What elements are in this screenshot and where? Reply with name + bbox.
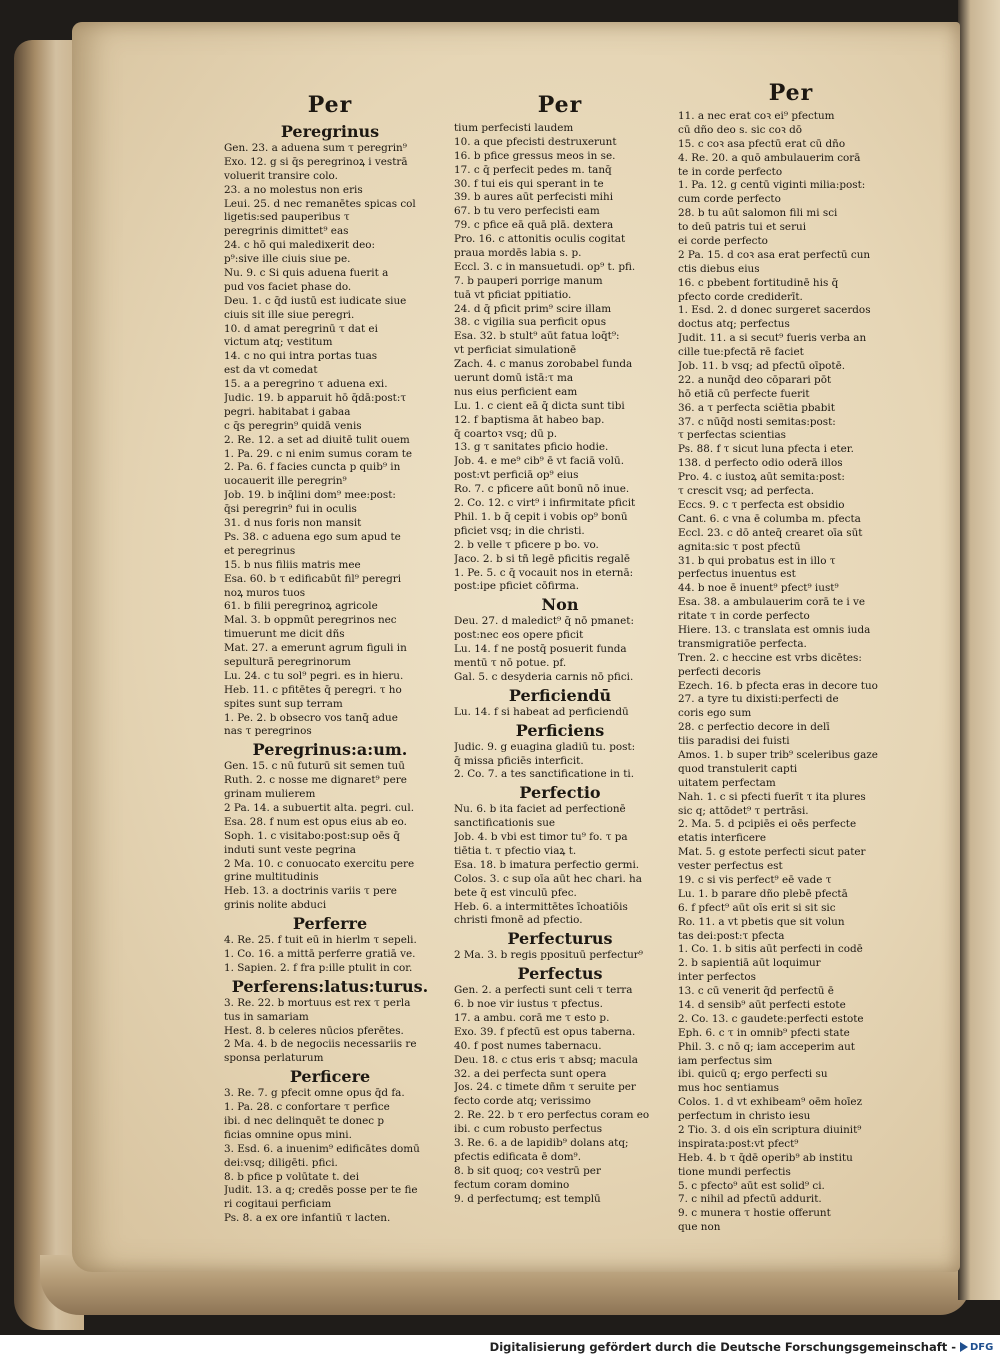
entry-line: Soph. 1. c visitabo:post:sup oēs q̄ bbox=[224, 829, 400, 842]
entry-line: Gen. 23. a aduena sum τ peregrin⁹ bbox=[224, 142, 407, 154]
entry-line: Tren. 2. c heccine est vrbs dicētes: bbox=[678, 651, 862, 664]
entry-line: Mal. 3. b oppmūt peregrinos nec bbox=[224, 614, 397, 627]
entry-line: tiis paradisi dei fuisti bbox=[678, 735, 790, 748]
entry-line: ibi. quicū q; ergo perfecti su bbox=[678, 1068, 828, 1081]
entry-line: Ps. 8. a ex ore infantiū τ lacten. bbox=[224, 1212, 391, 1225]
entry-line: induti sunt veste pegrina bbox=[224, 843, 356, 856]
footer-credit: Digitalisierung gefördert durch die Deutsche Forschungsgemeinschaft - bbox=[489, 1340, 956, 1354]
entry-line: 10. d amat peregrinū τ dat ei bbox=[224, 322, 378, 335]
entry-line: 79. c pfice eā quā plā. dextera bbox=[454, 219, 614, 232]
entry-line: pud vos faciet phase do. bbox=[224, 280, 352, 293]
entry-line: 2 Pa. 14. a subuertit alta. pegri. cul. bbox=[224, 801, 415, 814]
entry-line: 38. c vigilia sua perficit opus bbox=[454, 316, 607, 329]
entry-line: grinam mulierem bbox=[224, 788, 316, 801]
entry-line: 12. f baptisma āt habeo bap. bbox=[454, 413, 605, 426]
entry-line: 2. Re. 22. b τ ero perfectus coram eo bbox=[454, 1109, 650, 1122]
entry-line: mentū τ nō potue. pf. bbox=[454, 656, 567, 669]
entry-line: 138. d perfecto odio oderā illos bbox=[678, 457, 843, 470]
entry-line: pficiet vsq; in die christi. bbox=[454, 524, 585, 537]
entry-line: est da vt comedat bbox=[224, 364, 318, 377]
entry-line: sponsa perlaturum bbox=[224, 1052, 324, 1065]
entry-heading: Non bbox=[541, 595, 579, 615]
entry-line: 28. c perfectio decore in delī bbox=[678, 721, 830, 734]
entry-line: Jos. 24. c timete dñm τ seruite per bbox=[454, 1081, 636, 1094]
entry-line: 11. a nec erat coꝛ ei⁹ pfectum bbox=[678, 110, 835, 122]
entry-line: Phil. 1. b q̄ cepit i vobis op⁹ bonū bbox=[454, 510, 628, 523]
text-column-1 bbox=[224, 92, 436, 1226]
entry-line: post:nec eos opere pficit bbox=[454, 629, 584, 642]
entry-line: vt perficiat simulationē bbox=[454, 344, 577, 357]
text-column-2 bbox=[454, 92, 666, 1206]
entry-line: pfectis edificata ē dom⁹. bbox=[454, 1150, 582, 1163]
entry-line: Ps. 88. f τ sicut luna pfecta i eter. bbox=[678, 443, 854, 456]
entry-line: sanctificationis sue bbox=[454, 817, 556, 830]
entry-line: post:vt perficiā op⁹ eius bbox=[454, 469, 579, 482]
entry-line: uerunt domū istā:τ ma bbox=[454, 372, 574, 385]
entry-line: Ruth. 2. c nosse me dignaret⁹ pere bbox=[224, 774, 407, 787]
entry-line: perfecti decoris bbox=[678, 665, 761, 678]
entry-line: 13. c cū venerit q̄d perfectū ē bbox=[678, 985, 834, 998]
entry-line: ibi. d nec delinquēt te donec p bbox=[224, 1115, 385, 1127]
entry-line: Heb. 4. b τ q̄dē operib⁹ ab institu bbox=[678, 1151, 853, 1164]
entry-line: Deu. 1. c q̄d iustū est iudicate siue bbox=[224, 294, 407, 307]
entry-line: 24. d q̄ pficit prim⁹ scire illam bbox=[454, 302, 612, 315]
entry-line: 9. c munera τ hostie offerunt bbox=[678, 1207, 831, 1220]
entry-line: Heb. 13. a doctrinis variis τ pere bbox=[224, 885, 397, 898]
entry-line: 15. b nus filiis matris mee bbox=[224, 558, 361, 571]
entry-line: que non bbox=[678, 1221, 721, 1234]
entry-line: 3. Re. 7. g pfecit omne opus q̄d fa. bbox=[224, 1087, 405, 1100]
entry-line: 31. d nus foris non mansit bbox=[224, 517, 362, 530]
entry-line: Colos. 3. c sup oīa aūt hec chari. ha bbox=[454, 872, 642, 885]
entry-line: 30. f tui eis qui sperant in te bbox=[454, 177, 604, 190]
entry-line: 16. b pfice gressus meos in se. bbox=[454, 149, 616, 162]
entry-line: 2 Ma. 3. b regis pposituū perfectur⁹ bbox=[454, 949, 643, 962]
entry-line: 3. Re. 22. b mortuus est rex τ perla bbox=[224, 996, 411, 1009]
entry-line: 15. a a peregrino τ aduena exi. bbox=[224, 378, 388, 391]
entry-line: etatis interficere bbox=[678, 832, 766, 845]
entry-line: 2. Co. 13. c gaudete:perfecti estote bbox=[678, 1012, 864, 1025]
entry-line: 15. c coꝛ asa pfectū erat cū dño bbox=[678, 137, 846, 150]
entry-line: 6. b noe vir iustus τ pfectus. bbox=[454, 998, 603, 1011]
entry-line: tuā vt pficiat ppitiatio. bbox=[454, 288, 572, 301]
dfg-logo-text: DFG bbox=[970, 1341, 994, 1353]
entry-line: 16. c pbebent fortitudinē his q̄ bbox=[678, 276, 839, 289]
entry-line: Judit. 13. a q; credēs posse per te fie bbox=[224, 1184, 418, 1197]
entry-heading: Perfecturus bbox=[507, 929, 613, 949]
entry-line: 7. b pauperi porrige manum bbox=[454, 274, 603, 287]
entry-line: 40. f post numes tabernacu. bbox=[454, 1039, 602, 1052]
entry-line: ri cogitaui perficiam bbox=[224, 1198, 332, 1211]
entry-line: τ crescit vsq; ad perfecta. bbox=[678, 485, 815, 498]
entry-heading: Perfectio bbox=[519, 783, 601, 803]
entry-line: Eccl. 3. c in mansuetudi. op⁹ t. pfi. bbox=[454, 260, 636, 273]
entry-line: fecto corde atq; verissimo bbox=[454, 1095, 591, 1108]
entry-line: 44. b noe ē inuent⁹ pfect⁹ iust⁹ bbox=[678, 582, 839, 595]
entry-line: Lu. 1. b parare dño plebē pfectā bbox=[678, 887, 848, 900]
entry-line: vester perfectus est bbox=[678, 860, 783, 873]
entry-line: 22. a nunq̄d deo cōparari pōt bbox=[678, 373, 832, 386]
entry-line: Hiere. 13. c translata est omnis iuda bbox=[678, 623, 871, 636]
entry-line: post:ipe pficiet cōfirma. bbox=[454, 580, 580, 593]
entry-line: sepulturā peregrinorum bbox=[224, 655, 351, 668]
entry-line: tione mundi perfectis bbox=[678, 1165, 791, 1178]
entry-heading: Perficiens bbox=[515, 720, 605, 740]
entry-line: τ perfectas scientias bbox=[678, 429, 786, 442]
entry-line: 2. b sapientiā aūt loquimur bbox=[678, 957, 821, 970]
entry-line: victum atq; vestitum bbox=[224, 336, 333, 349]
entry-line: ritate τ in corde perfecto bbox=[678, 610, 810, 623]
entry-line: pegri. habitabat i gabaa bbox=[224, 405, 351, 418]
entry-line: Cant. 6. c vna ē columba m. pfecta bbox=[678, 512, 861, 525]
dfg-logo-mark-icon bbox=[960, 1342, 968, 1352]
entry-line: 2 Pa. 15. d coꝛ asa erat perfectū cun bbox=[678, 248, 871, 261]
entry-line: Hest. 8. b celeres nūcios pferētes. bbox=[224, 1024, 404, 1037]
entry-line: q̄ coartoꝛ vsq; dū p. bbox=[454, 427, 558, 440]
entry-line: Gal. 5. c desyderia carnis nō pfici. bbox=[454, 670, 634, 683]
entry-line: quod transtulerit capti bbox=[678, 762, 798, 775]
entry-line: 2 Tio. 3. d ois eīn scriptura diuinit⁹ bbox=[678, 1124, 862, 1137]
entry-heading: Perficiendū bbox=[508, 685, 612, 705]
entry-line: 24. c hō qui maledixerit deo: bbox=[224, 239, 375, 252]
entry-line: Ro. 11. a vt pbetis que sit volun bbox=[678, 915, 845, 928]
entry-line: hō etiā cū perfecte fuerit bbox=[678, 387, 810, 400]
entry-line: Gen. 2. a perfecti sunt celi τ terra bbox=[454, 984, 633, 997]
entry-line: Esa. 18. b imatura perfectio germi. bbox=[454, 858, 640, 871]
entry-line: 3. Esd. 6. a inuenim⁹ edificātes domū bbox=[224, 1142, 420, 1155]
entry-line: 1. Sapien. 2. f fra p:ille ptulit in cor. bbox=[224, 961, 413, 974]
entry-line: Colos. 1. d vt exhibeam⁹ oēm hoīez bbox=[678, 1096, 863, 1109]
entry-line: peregrinis dimittet⁹ eas bbox=[224, 225, 349, 238]
entry-line: 2. b velle τ pficere p bo. vo. bbox=[454, 538, 599, 551]
entry-line: Exo. 12. g si q̄s peregrinoꝝ i vestrā bbox=[224, 155, 408, 168]
entry-line: Nah. 1. c si pfecti fuerīt τ ita plures bbox=[678, 790, 866, 803]
entry-line: tiētia t. τ pfectio viaꝝ t. bbox=[454, 844, 577, 857]
entry-line: 9. d perfectumq; est templū bbox=[454, 1192, 601, 1205]
running-head: Per bbox=[768, 80, 814, 106]
entry-line: grinis nolite abduci bbox=[224, 899, 327, 912]
entry-line: Mat. 27. a emerunt agrum figuli in bbox=[224, 642, 407, 655]
entry-line: Job. 11. b vsq; ad pfectū oīpotē. bbox=[678, 360, 846, 373]
entry-line: Zach. 4. c manus zorobabel funda bbox=[454, 358, 633, 371]
entry-line: 17. c q̄ perfecit pedes m. tanq̄ bbox=[454, 163, 612, 176]
entry-line: perfectum in christo iesu bbox=[678, 1110, 811, 1123]
entry-line: q̄si peregrin⁹ fui in oculis bbox=[224, 503, 357, 516]
entry-line: Eccl. 23. c dō anteq̄ crearet oīa sūt bbox=[678, 526, 863, 539]
entry-heading: Peregrinus bbox=[280, 122, 380, 141]
entry-line: uitatem perfectam bbox=[678, 776, 776, 789]
entry-heading: Perfectus bbox=[517, 964, 603, 984]
entry-line: inter perfectos bbox=[678, 971, 756, 984]
entry-line: 4. Re. 25. f tuit eū in hierlm τ sepeli. bbox=[224, 934, 417, 947]
entry-line: ctis diebus eius bbox=[678, 262, 760, 275]
entry-line: ligetis:sed pauperibus τ bbox=[224, 211, 350, 224]
entry-line: 28. b tu aūt salomon fili mi sci bbox=[678, 207, 838, 220]
entry-line: 2. Pa. 6. f facies cuncta p quib⁹ in bbox=[224, 461, 401, 474]
entry-line: 14. d sensib⁹ aūt perfecti estote bbox=[678, 999, 846, 1011]
entry-line: 39. b aures aūt perfecisti mihi bbox=[454, 191, 614, 204]
entry-heading: Perferens:latus:turus. bbox=[231, 976, 429, 996]
entry-line: Pro. 4. c iustoꝝ aūt semita:post: bbox=[678, 471, 845, 484]
entry-line: noꝝ muros tuos bbox=[224, 586, 306, 599]
entry-line: fectum coram domino bbox=[454, 1178, 570, 1191]
entry-heading: Perferre bbox=[292, 914, 368, 934]
entry-line: ei corde perfecto bbox=[678, 235, 768, 248]
entry-line: Judic. 19. b apparuit hō q̄dā:post:τ bbox=[224, 392, 407, 405]
entry-line: 1. Pa. 12. g centū viginti milia:post: bbox=[678, 179, 866, 192]
entry-line: Nu. 6. b ita faciet ad perfectionē bbox=[454, 803, 626, 816]
entry-heading: Perficere bbox=[289, 1067, 371, 1087]
entry-line: 27. a tyre tu dixisti:perfecti de bbox=[678, 693, 839, 706]
entry-line: Judic. 9. g euagina gladiū tu. post: bbox=[454, 740, 636, 753]
entry-line: Eph. 6. c τ in omnib⁹ pfecti state bbox=[678, 1026, 850, 1039]
entry-line: 32. a dei perfecta sunt opera bbox=[454, 1067, 607, 1080]
entry-line: 61. b filii peregrinoꝝ agricole bbox=[224, 600, 378, 613]
entry-line: 19. c si vis perfect⁹ eē vade τ bbox=[678, 873, 832, 886]
entry-line: Gen. 15. c nū futurū sit semen tuū bbox=[224, 760, 405, 773]
entry-line: c q̄s peregrin⁹ quidā venis bbox=[224, 419, 362, 432]
entry-line: Nu. 9. c Si quis aduena fuerit a bbox=[224, 267, 389, 280]
entry-line: 1. Pa. 29. c ni enim sumus coram te bbox=[224, 447, 413, 460]
text-column-3 bbox=[678, 80, 904, 1235]
entry-line: 14. c no qui intra portas tuas bbox=[224, 350, 378, 363]
entry-line: 67. b tu vero perfecisti eam bbox=[454, 205, 600, 218]
entry-line: 1. Co. 16. a mittā perferre gratiā ve. bbox=[224, 947, 416, 960]
entry-line: nas τ peregrinos bbox=[224, 725, 312, 738]
entry-line: spites sunt sup terram bbox=[224, 697, 343, 710]
entry-line: 5. c pfecto⁹ aūt est solid⁹ ci. bbox=[678, 1179, 825, 1192]
entry-line: timuerunt me dicit dñs bbox=[224, 628, 345, 641]
entry-line: cum corde perfecto bbox=[678, 193, 781, 206]
entry-line: 2. Co. 12. c virt⁹ i infirmitate pficit bbox=[454, 497, 636, 510]
entry-line: 36. a τ perfecta sciētia pbabit bbox=[678, 401, 835, 414]
entry-line: ciuis sit ille siue peregri. bbox=[224, 308, 355, 321]
entry-line: dei:vsq; diligēti. pfici. bbox=[224, 1156, 338, 1169]
entry-line: 23. a no molestus non eris bbox=[224, 183, 363, 196]
entry-line: Esa. 38. a ambulauerim corā te i ve bbox=[678, 596, 866, 609]
entry-line: Judit. 11. a si secut⁹ fueris verba an bbox=[678, 332, 867, 345]
entry-line: Exo. 39. f pfectū est opus taberna. bbox=[454, 1025, 636, 1038]
entry-line: Heb. 11. c pfitētes q̄ peregri. τ ho bbox=[224, 683, 402, 696]
entry-line: Phil. 3. c nō q; iam acceperim aut bbox=[678, 1040, 855, 1053]
entry-line: Ps. 38. c aduena ego sum apud te bbox=[224, 530, 401, 543]
entry-line: Esa. 32. b stult⁹ aūt fatua loq̄t⁹: bbox=[454, 330, 620, 343]
entry-line: 2 Ma. 4. b de negociis necessariis re bbox=[224, 1038, 417, 1051]
running-head: Per bbox=[307, 92, 353, 118]
entry-line: Pro. 16. c attonitis oculis cogitat bbox=[454, 233, 626, 246]
entry-line: Esa. 28. f num est opus eius ab eo. bbox=[224, 815, 407, 828]
entry-line: p⁹:sive ille ciuis siue pe. bbox=[224, 253, 351, 266]
entry-line: 2. Ma. 5. d pcipiēs ei oēs perfecte bbox=[678, 818, 857, 831]
entry-line: Job. 19. b inq̄lini dom⁹ mee:post: bbox=[224, 489, 396, 502]
entry-line: 31. b qui probatus est in illo τ bbox=[678, 554, 836, 567]
entry-line: voluerit transire colo. bbox=[224, 169, 338, 182]
entry-line: bete q̄ est vinculū pfec. bbox=[454, 886, 577, 899]
entry-line: Ezech. 16. b pfecta eras in decore tuo bbox=[678, 679, 878, 692]
entry-line: 3. Re. 6. a de lapidib⁹ dolans atq; bbox=[454, 1137, 629, 1149]
entry-heading: Peregrinus:a:um. bbox=[252, 740, 408, 760]
dfg-logo bbox=[960, 1339, 994, 1355]
entry-line: Ro. 7. c pficere aūt bonū nō inue. bbox=[454, 483, 630, 496]
entry-line: Deu. 27. d maledict⁹ q̄ nō pmanet: bbox=[454, 615, 634, 628]
entry-line: 1. Pa. 28. c confortare τ perfice bbox=[224, 1101, 390, 1114]
entry-line: iam perfectus sim bbox=[678, 1054, 773, 1067]
entry-line: perfectus inuentus est bbox=[678, 568, 796, 581]
entry-line: 8. b sit quoq; coꝛ vestrū per bbox=[454, 1164, 601, 1177]
entry-line: uocauerit ille peregrin⁹ bbox=[224, 475, 347, 488]
entry-line: 6. f pfect⁹ aūt oīs erit si sit sic bbox=[678, 901, 836, 914]
entry-line: cū dño deo s. sic coꝛ dō bbox=[678, 123, 803, 136]
entry-line: tas dei:post:τ pfecta bbox=[678, 929, 785, 942]
digitization-footer bbox=[0, 1335, 1000, 1360]
entry-line: Job. 4. e me⁹ cib⁹ ē vt faciā volū. bbox=[454, 455, 625, 468]
entry-line: 13. g τ sanitates pficio hodie. bbox=[454, 441, 609, 454]
entry-line: doctus atq; perfectus bbox=[678, 318, 790, 331]
entry-line: coris ego sum bbox=[678, 707, 752, 720]
entry-line: q̄ missa pficiēs interficit. bbox=[454, 754, 584, 767]
entry-line: Mat. 5. g estote perfecti sicut pater bbox=[678, 846, 866, 859]
entry-line: 1. Pe. 5. c q̄ vocauit nos in eternā: bbox=[454, 566, 634, 579]
entry-line: 2. Re. 12. a set ad diuitē tulit ouem bbox=[224, 433, 410, 446]
entry-line: transmigratiōe perfecta. bbox=[678, 637, 807, 650]
entry-line: te in corde perfecto bbox=[678, 165, 783, 178]
entry-line: Amos. 1. b super trib⁹ sceleribus gaze bbox=[678, 748, 878, 761]
entry-line: praua mordēs labia s. p. bbox=[454, 247, 582, 260]
entry-line: Job. 4. b vbi est timor tu⁹ fo. τ pa bbox=[454, 831, 628, 844]
entry-line: 1. Esd. 2. d donec surgeret sacerdos bbox=[678, 304, 871, 317]
entry-line: 1. Co. 1. b sitis aūt perfecti in codē bbox=[678, 943, 863, 956]
entry-line: 17. a ambu. corā me τ esto p. bbox=[454, 1011, 610, 1024]
entry-line: 37. c nūq̄d nosti semitas:post: bbox=[678, 415, 836, 428]
entry-line: Lu. 1. c cient eā q̄ dicta sunt tibi bbox=[454, 399, 625, 412]
entry-line: to deū patris tui et serui bbox=[678, 221, 807, 234]
entry-line: Lu. 14. f si habeat ad perficiendū bbox=[454, 705, 629, 718]
entry-line: tium perfecisti laudem bbox=[454, 122, 574, 134]
entry-line: ficias omnine opus mini. bbox=[224, 1128, 352, 1141]
facing-page-edge bbox=[958, 0, 1000, 1300]
entry-line: 7. c nihil ad pfectū addurit. bbox=[678, 1193, 822, 1206]
entry-line: grine multitudinis bbox=[224, 871, 319, 884]
entry-line: tus in samariam bbox=[224, 1010, 309, 1023]
entry-line: mus hoc sentiamus bbox=[678, 1082, 779, 1095]
entry-line: Leui. 25. d nec remanētes spicas col bbox=[224, 197, 416, 210]
entry-line: cille tue:pfectā rē faciet bbox=[678, 346, 804, 359]
entry-line: Lu. 14. f ne postq̄ posuerit funda bbox=[454, 643, 627, 656]
entry-line: ibi. c cum robusto perfectus bbox=[454, 1123, 603, 1136]
entry-line: 10. a que pfecisti destruxerunt bbox=[454, 135, 617, 148]
entry-line: 8. b pfice p volūtate t. dei bbox=[224, 1170, 360, 1183]
entry-line: Esa. 60. b τ edificabūt fil⁹ peregri bbox=[224, 572, 402, 585]
entry-line: 4. Re. 20. a quō ambulauerim corā bbox=[678, 151, 861, 164]
entry-line: nus eius perficient eam bbox=[454, 385, 578, 398]
entry-line: 1. Pe. 2. b obsecro vos tanq̄ adue bbox=[224, 711, 398, 724]
entry-line: christi fmonē ad pfectio. bbox=[454, 914, 583, 927]
entry-line: inspirata:post:vt pfect⁹ bbox=[678, 1137, 799, 1150]
entry-line: 2 Ma. 10. c conuocato exercitu pere bbox=[224, 857, 415, 870]
entry-line: Heb. 6. a intermittētes īchoatiōis bbox=[454, 900, 628, 913]
entry-line: Deu. 18. c ctus eris τ absq; macula bbox=[454, 1053, 638, 1066]
entry-line: sic q; attōdet⁹ τ pertrāsi. bbox=[678, 804, 809, 817]
entry-line: Jaco. 2. b si tñ legē pficitis regalē bbox=[454, 552, 631, 565]
running-head: Per bbox=[537, 92, 583, 118]
entry-line: Lu. 24. c tu sol⁹ pegri. es in hieru. bbox=[224, 669, 404, 682]
entry-line: pfecto corde crediderīt. bbox=[678, 290, 803, 303]
entry-line: agnita:sic τ post pfectū bbox=[678, 540, 801, 553]
entry-line: Eccs. 9. c τ perfecta est obsidio bbox=[678, 498, 845, 511]
entry-line: 2. Co. 7. a tes sanctificatione in ti. bbox=[454, 768, 635, 781]
entry-line: et peregrinus bbox=[224, 544, 296, 557]
